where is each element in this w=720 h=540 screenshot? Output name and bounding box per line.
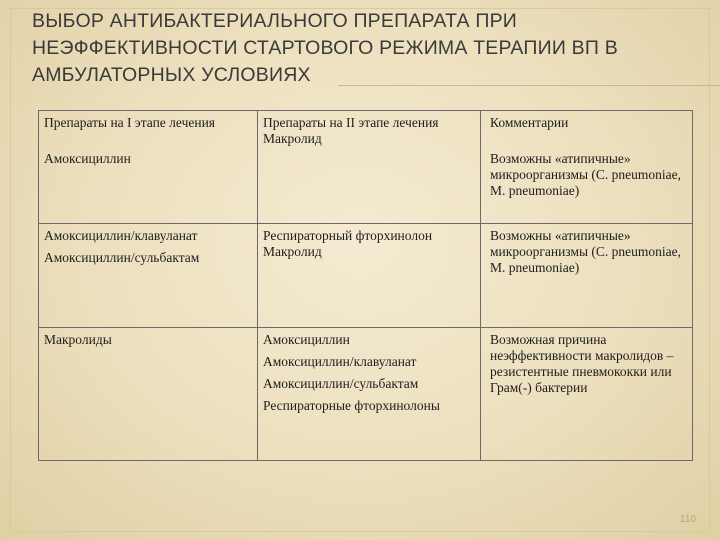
antibiotic-table xyxy=(38,110,693,461)
cell-text: Возможная причина неэффективности макролидов – резистентные пневмококки или Грам(-) бактерии xyxy=(490,332,674,395)
cell-text: Возможны «атипичные» микроорганизмы (C. pneumoniae, M. pneumoniae) xyxy=(490,228,682,275)
table-cell xyxy=(39,328,258,461)
cell-text: Респираторный фторхинолон Макролид xyxy=(263,228,433,259)
title-line-1: ВЫБОР АНТИБАКТЕРИАЛЬНОГО ПРЕПАРАТА ПРИ xyxy=(32,10,518,32)
cell-text: Макролиды xyxy=(44,332,112,347)
table-row xyxy=(39,328,693,461)
cell-text: Респираторные фторхинолоны xyxy=(263,398,440,413)
page-number: 110 xyxy=(680,514,696,525)
cell-text: Амоксициллин xyxy=(44,151,131,166)
table-cell xyxy=(481,111,693,224)
cell-text: Макролид xyxy=(263,131,322,146)
table-cell xyxy=(39,111,258,224)
header-stage1: Препараты на I этапе лечения xyxy=(44,115,216,130)
slide-title xyxy=(32,8,692,89)
cell-text: Амоксициллин/клавуланат xyxy=(44,228,198,243)
cell-text: Амоксициллин/сульбактам xyxy=(263,376,419,391)
table-cell xyxy=(481,328,693,461)
cell-text: Амоксициллин/сульбактам xyxy=(44,250,200,265)
cell-text: Амоксициллин xyxy=(263,332,350,347)
title-line-3: АМБУЛАТОРНЫХ УСЛОВИЯХ xyxy=(32,64,311,86)
table-cell xyxy=(258,224,481,328)
table-cell xyxy=(39,224,258,328)
cell-text: Амоксициллин/клавуланат xyxy=(263,354,417,369)
table-cell xyxy=(258,111,481,224)
title-line-2: НЕЭФФЕКТИВНОСТИ СТАРТОВОГО РЕЖИМА ТЕРАПИИ ВП В xyxy=(32,37,618,59)
header-stage2: Препараты на II этапе лечения xyxy=(263,115,439,130)
header-comments: Комментарии xyxy=(490,115,569,130)
title-rule xyxy=(338,85,720,86)
table-row xyxy=(39,224,693,328)
table-row xyxy=(39,111,693,224)
table-cell xyxy=(258,328,481,461)
table-cell xyxy=(481,224,693,328)
cell-text: Возможны «атипичные» микроорганизмы (C. pneumoniae, M. pneumoniae) xyxy=(490,151,682,198)
